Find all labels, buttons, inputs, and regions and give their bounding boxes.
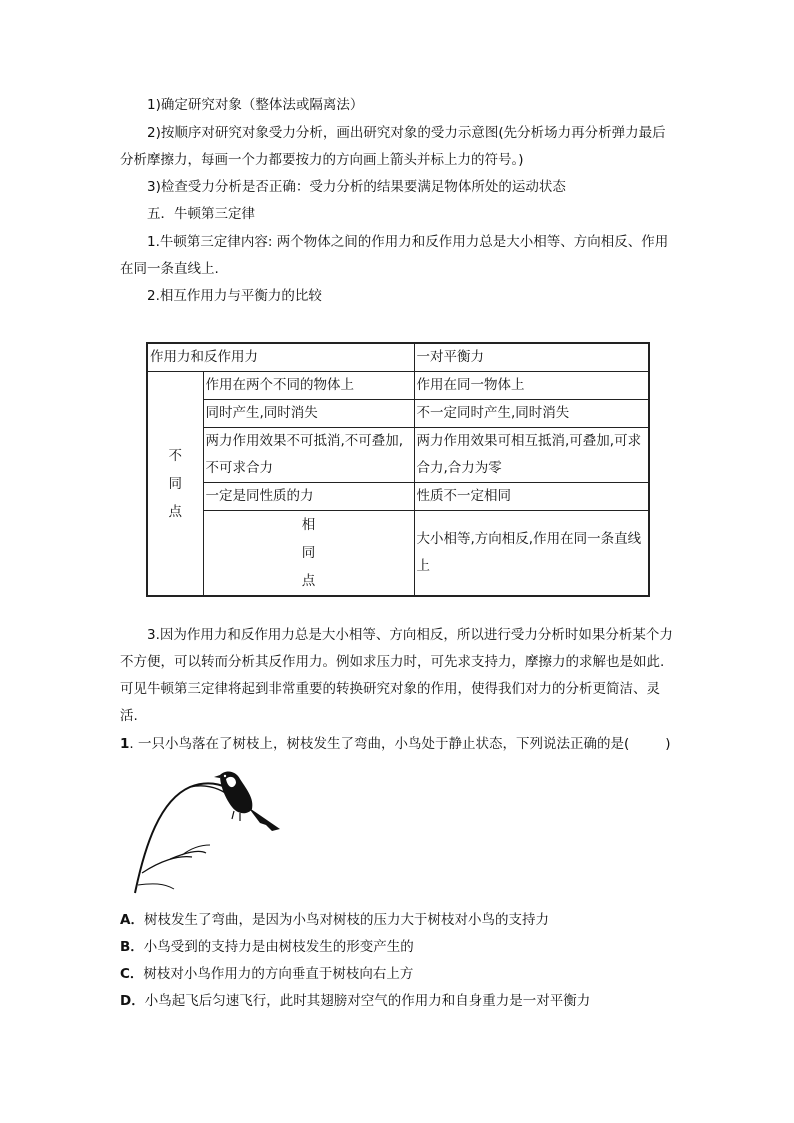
bird-on-branch-illustration [130, 765, 290, 897]
step-2: 2)按顺序对研究对象受力分析，画出研究对象的受力示意图(先分析场力再分析弹力最后分析摩擦力，每画一个力都要按力的方向画上箭头并标上力的符号。) [120, 125, 666, 168]
section-title: 五．牛顿第三定律 [147, 206, 255, 222]
table-cell: 两力作用效果不可抵消,不可叠加,不可求合力 [203, 428, 414, 483]
table-cell: 不一定同时产生,同时消失 [414, 400, 649, 428]
question-stem [120, 731, 680, 758]
option-b[interactable]: B．小鸟受到的支持力是由树枝发生的形变产生的 [120, 939, 414, 955]
diff-label: 不 同 点 [147, 372, 203, 597]
table-cell-same: 大小相等,方向相反,作用在同一条直线上 [414, 511, 649, 597]
header-action-reaction: 作用力和反作用力 [147, 343, 414, 372]
header-balanced: 一对平衡力 [414, 343, 649, 372]
table-cell: 一定是同性质的力 [203, 483, 414, 511]
table-row-same [147, 511, 649, 597]
table-row [147, 372, 649, 400]
step-3: 3)检查受力分析是否正确：受力分析的结果要满足物体所处的运动状态 [147, 179, 566, 195]
table-row [147, 428, 649, 483]
comparison-heading: 2.相互作用力与平衡力的比较 [147, 288, 322, 304]
table-header-row [147, 343, 649, 372]
question-close: ) [665, 736, 671, 752]
table-row [147, 400, 649, 428]
table-cell: 作用在同一物体上 [414, 372, 649, 400]
comparison-table [146, 342, 650, 597]
table-cell: 性质不一定相同 [414, 483, 649, 511]
option-c[interactable]: C．树枝对小鸟作用力的方向垂直于树枝向右上方 [120, 966, 414, 982]
option-a[interactable]: A．树枝发生了弯曲，是因为小鸟对树枝的压力大于树枝对小鸟的支持力 [120, 912, 549, 928]
table-cell: 作用在两个不同的物体上 [203, 372, 414, 400]
question-number: 1 [120, 736, 130, 752]
table-row [147, 483, 649, 511]
table-cell: 同时产生,同时消失 [203, 400, 414, 428]
step-1: 1)确定研究对象（整体法或隔离法） [147, 97, 364, 113]
option-d[interactable]: D．小鸟起飞后匀速飞行，此时其翅膀对空气的作用力和自身重力是一对平衡力 [120, 993, 591, 1009]
conversion-paragraph: 3.因为作用力和反作用力总是大小相等、方向相反，所以进行受力分析时如果分析某个力不方便，可以转而分析其反作用力。例如求压力时，可先求支持力，摩擦力的求解也是如此.可见牛顿第三定律将起到非常重要的转换研究对象的作用，使得我们对力的分析更简洁、灵活. [120, 627, 673, 724]
question-text: . 一只小鸟落在了树枝上，树枝发生了弯曲，小鸟处于静止状态，下列说法正确的是( [129, 736, 630, 752]
law-content: 1.牛顿第三定律内容: 两个物体之间的作用力和反作用力总是大小相等、方向相反、作用在同一条直线上. [120, 234, 669, 277]
same-label: 相 同 点 [203, 511, 414, 597]
table-cell: 两力作用效果可相互抵消,可叠加,可求合力,合力为零 [414, 428, 649, 483]
